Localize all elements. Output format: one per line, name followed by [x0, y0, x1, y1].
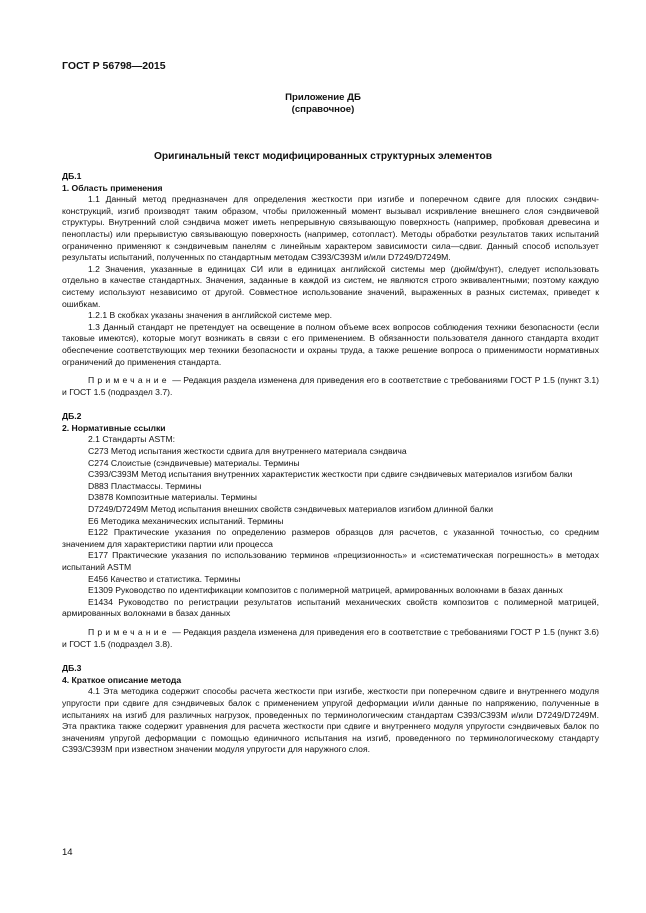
section-heading: 4. Краткое описание метода — [62, 674, 182, 685]
paragraph: 1.2.1 В скобках указаны значения в английской системе мер. — [88, 310, 333, 321]
document-body — [62, 171, 599, 756]
section-note — [62, 375, 599, 398]
paragraph: 4.1 Эта методика содержит способы расчета жесткости при изгибе, жесткости при поперечном сдвиге и внутреннего модуля упругости при сдвиге для сэндвичевых балок с применением упругой деформации и/или данные по напряжению, полученные в испытаниях на изгиб для различных нагрузок, проведенных по терминологическим стандартам C393/C393M и/или D7249/D7249M. Эта практика также содержит уравнения для расчета жесткости при сдвиге и внутреннего модуля упругости сэндвичевых балок по значениям упругой деформации с помощью единичного испытания на изгиб, проведенного по терминологическому стандарту C393/C393M при известном значении модуля упругости для наружного слоя. — [62, 686, 599, 755]
section-id: ДБ.1 — [62, 171, 82, 181]
reference-item: D7249/D7249M Метод испытания внешних свойств сэндвичевых материалов изгибом длинной балки — [88, 504, 493, 515]
section-id: ДБ.2 — [62, 411, 82, 422]
note-label: Примечание — [88, 375, 170, 386]
section-note — [62, 627, 599, 650]
section-id: ДБ.3 — [62, 663, 82, 674]
reference-item: E122 Практические указания по определению размеров образцов для расчетов, с указанной точностью, со средним значением для характеристики партии или процесса — [62, 527, 599, 549]
section-heading: 2. Нормативные ссылки — [62, 422, 166, 433]
reference-item: E1309 Руководство по идентификации композитов с полимерной матрицей, армированных волокнами в базах данных — [88, 585, 563, 596]
paragraph: 1.1 Данный метод предназначен для определения жесткости при изгибе и поперечном сдвиге для плоских сэндвич-конструкций, изгиб производят таким образом, чтобы приложенный момент вызывал искривление внешнего слоя сэндвичевой структуры. Внутренний слой сэндвича может иметь непрерывную связывающую поверхность (например, пробковая древесина и пенопласты) или прерывистую связывающую поверхность (например, сотопласт). Методы обработки результатов таких испытаний ограниченно применяют к сэндвичевым панелям с линейным характером зависимости сила—сдвиг. Данный способ использует результаты испытаний, полученных по стандартным методам C393/C393M и/или D7249/D7249M. — [62, 194, 599, 263]
reference-item: C393/C393M Метод испытания внутренних характеристик жесткости при сдвиге сэндвичевых материалов изгибом балки — [88, 469, 573, 480]
reference-item: C274 Слоистые (сэндвичевые) материалы. Термины — [88, 457, 300, 468]
appendix-subtitle: (справочное) — [291, 104, 355, 115]
note-label: Примечание — [88, 626, 170, 637]
standard-header: ГОСТ Р 56798—2015 — [62, 60, 166, 72]
paragraph: 1.2 Значения, указанные в единицах СИ или в единицах английской системы мер (дюйм/фунт), следует использовать отдельно в качестве стандартных. Значения, заданные в каждой из систем, не являются строго эквивалентными; поэтому каждую систему используют независимо от другой. Совместное использование значений, выраженных в разных системах, приведет к ошибкам. — [62, 263, 599, 309]
note-text: — Редакция раздела изменена для приведения его в соответствие с требованиями ГОСТ Р 1.5 (пункт 3.1) и ГОСТ 1.5 (подраздел 3.7). — [62, 375, 599, 397]
reference-item: E456 Качество и статистика. Термины — [88, 573, 241, 584]
document-title: Оригинальный текст модифицированных структурных элементов — [154, 151, 492, 162]
appendix-title: Приложение ДБ — [285, 92, 361, 103]
note-text: — Редакция раздела изменена для приведения его в соответствие с требованиями ГОСТ Р 1.5 (пункт 3.6) и ГОСТ 1.5 (подраздел 3.8). — [62, 626, 599, 649]
reference-item: E6 Методика механических испытаний. Термины — [88, 515, 284, 526]
reference-item: D883 Пластмассы. Термины — [88, 480, 202, 491]
reference-item: D3878 Композитные материалы. Термины — [88, 492, 257, 503]
paragraph: 2.1 Стандарты ASTM: — [88, 434, 176, 445]
appendix-heading — [0, 92, 646, 116]
reference-item: C273 Метод испытания жесткости сдвига для внутреннего материала сэндвича — [88, 446, 407, 457]
reference-item: E1434 Руководство по регистрации результатов испытаний механических свойств композитов с полимерной матрицей, армированных волокнами в базах данных — [62, 596, 599, 619]
page-number: 14 — [62, 847, 73, 858]
section-heading: 1. Область применения — [62, 182, 163, 193]
paragraph: 1.3 Данный стандарт не претендует на освещение в полном объеме всех вопросов соблюдения техники безопасности (если таковые имеются), которые могут возникать в связи с его применением. В обязанности пользователя данного стандарта входит обеспечение соответствующих мер техники безопасности и охраны труда, а также решение вопроса о применимости нормативных ограничений до применения стандарта. — [62, 321, 599, 367]
reference-item: E177 Практические указания по использованию терминов «прецизионность» и «систематическая погрешность» в методах испытаний ASTM — [62, 550, 599, 572]
